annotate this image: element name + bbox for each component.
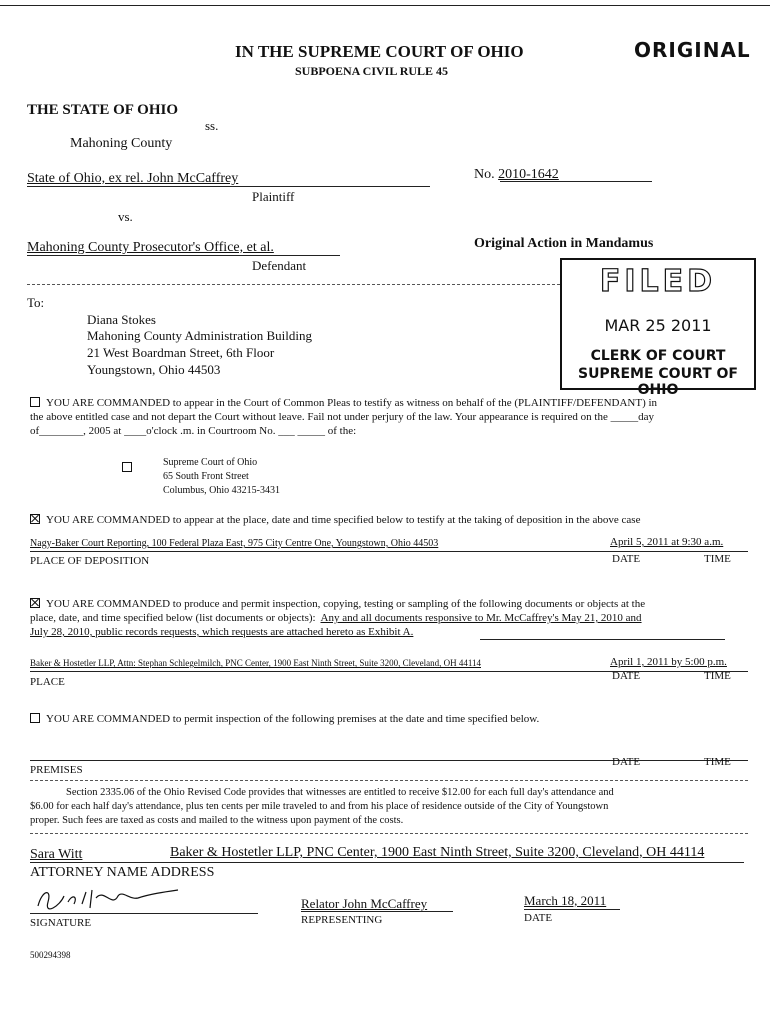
production-date-label: DATE: [612, 670, 641, 682]
premises-time-label: TIME: [704, 756, 731, 768]
case-number-line: [500, 181, 652, 182]
case-number: No. 2010-1642: [474, 167, 559, 182]
deposition-time-label: TIME: [704, 553, 731, 565]
top-rule: [0, 5, 770, 6]
attorney-line: [30, 862, 744, 863]
production-place-label: PLACE: [30, 676, 65, 688]
deposition-datetime: April 5, 2011 at 9:30 a.m.: [610, 536, 724, 548]
vs-label: vs.: [118, 209, 133, 224]
representing-name: Relator John McCaffrey: [301, 896, 428, 911]
deposition-place-label: PLACE OF DEPOSITION: [30, 555, 150, 567]
state-heading: THE STATE OF OHIO: [27, 102, 179, 118]
recipient-street: 21 West Boardman Street, 6th Floor: [87, 345, 275, 360]
document-id: 500294398: [30, 950, 71, 960]
plaintiff-line: [27, 186, 430, 187]
section3-line2: place, date, and time specified below (list documents or objects): Any and all documents responsive to Mr. McCaffrey's May 21, 2010 and: [30, 612, 642, 624]
section2-text: YOU ARE COMMANDED to appear at the place, date and time specified below to testify at the taking of deposition in the above case: [30, 514, 640, 526]
premises-label: PREMISES: [30, 764, 83, 776]
action-title: Original Action in Mandamus: [474, 236, 654, 251]
production-datetime: April 1, 2011 by 5:00 p.m.: [610, 656, 727, 668]
fees-line3: proper. Such fees are taxed as costs and mailed to the witness upon payment of the costs.: [30, 815, 404, 826]
defendant-label: Defendant: [252, 258, 307, 273]
section4-checkbox[interactable]: [30, 713, 40, 723]
attorney-name: Sara Witt: [30, 847, 83, 862]
premises-line: [30, 760, 748, 761]
signature-line: [30, 913, 258, 914]
signature-date: March 18, 2011: [524, 893, 607, 908]
court-name: Supreme Court of Ohio: [163, 457, 258, 468]
signature-date-label: DATE: [524, 912, 553, 924]
signature-date-line: [524, 909, 620, 910]
recipient-name: Diana Stokes: [87, 312, 156, 327]
court-street: 65 South Front Street: [163, 471, 249, 482]
attorney-label: ATTORNEY NAME ADDRESS: [30, 865, 215, 880]
plaintiff-label: Plaintiff: [252, 189, 295, 204]
defendant-line: [27, 255, 340, 256]
section1-line3: of________, 2005 at ____o'clock .m. in Courtroom No. ___ _____ of the:: [30, 425, 357, 437]
section4-text: YOU ARE COMMANDED to permit inspection of the following premises at the date and time specified below.: [30, 713, 539, 725]
filed-label: FILED: [599, 264, 717, 299]
deposition-date-label: DATE: [612, 553, 641, 565]
attorney-signature: [34, 884, 184, 914]
court-city: Columbus, Ohio 43215-3431: [163, 485, 280, 496]
recipient-city: Youngstown, Ohio 44503: [87, 362, 221, 377]
production-line: [30, 671, 748, 672]
plaintiff-name: State of Ohio, ex rel. John McCaffrey: [27, 171, 239, 186]
section2-checkbox[interactable]: [30, 514, 40, 524]
ss-label: ss.: [205, 118, 219, 133]
section1-line1: YOU ARE COMMANDED to appear in the Court of Common Pleas to testify as witness on behalf of the (PLAINTIFF/DEFENDANT) in: [30, 397, 657, 409]
section1-court-checkbox: [122, 458, 138, 476]
section3-line1: YOU ARE COMMANDED to produce and permit inspection, copying, testing or sampling of the following documents or objects at the: [30, 598, 645, 610]
court-title: IN THE SUPREME COURT OF OHIO: [235, 42, 524, 61]
recipient-building: Mahoning County Administration Building: [87, 328, 312, 343]
subtitle: SUBPOENA CIVIL RULE 45: [295, 64, 449, 78]
deposition-line: [30, 551, 748, 552]
production-time-label: TIME: [704, 670, 731, 682]
deposition-place: Nagy-Baker Court Reporting, 100 Federal Plaza East, 975 City Centre One, Youngstown, Ohio 44503: [30, 538, 439, 549]
county-label: Mahoning County: [70, 136, 173, 151]
representing-label: REPRESENTING: [301, 914, 383, 926]
filed-date: MAR 25 2011: [604, 316, 712, 335]
section1-checkbox[interactable]: [30, 397, 40, 407]
fees-line1: Section 2335.06 of the Ohio Revised Code provides that witnesses are entitled to receive $12.00 for each full day's attendance and: [66, 787, 614, 798]
section3-line3: July 28, 2010, public records requests, which requests are attached hereto as Exhibit A.: [30, 626, 414, 638]
fees-line2: $6.00 for each half day's attendance, plus ten cents per mile traveled to and from his place of residence outside of the City of Youngstown: [30, 801, 609, 812]
separator-1: [27, 284, 560, 285]
separator-3: [30, 833, 748, 834]
separator-2: [30, 780, 748, 781]
section1-line2: the above entitled case and not depart the Court without leave. Fail not under perjury of the law. Your appearance is required on the _____day: [30, 411, 654, 423]
attorney-address: Baker & Hostetler LLP, PNC Center, 1900 East Ninth Street, Suite 3200, Cleveland, OH 44114: [170, 845, 705, 860]
section3-checkbox[interactable]: [30, 598, 40, 608]
filed-stamp: [560, 258, 756, 398]
original-mark: ORIGINAL: [634, 38, 751, 62]
section3-line3-rule: [480, 639, 725, 640]
premises-date-label: DATE: [612, 756, 641, 768]
court-label: SUPREME COURT OF OHIO: [577, 366, 738, 398]
defendant-name: Mahoning County Prosecutor's Office, et al.: [27, 240, 274, 255]
representing-line: [301, 911, 453, 912]
clerk-label: CLERK OF COURT: [590, 348, 726, 364]
production-place: Baker & Hostetler LLP, Attn: Stephan Schlegelmilch, PNC Center, 1900 East Ninth Street, Suite 3200, Cleveland, OH 44114: [30, 658, 481, 668]
signature-label: SIGNATURE: [30, 917, 92, 929]
to-label: To:: [27, 295, 45, 310]
